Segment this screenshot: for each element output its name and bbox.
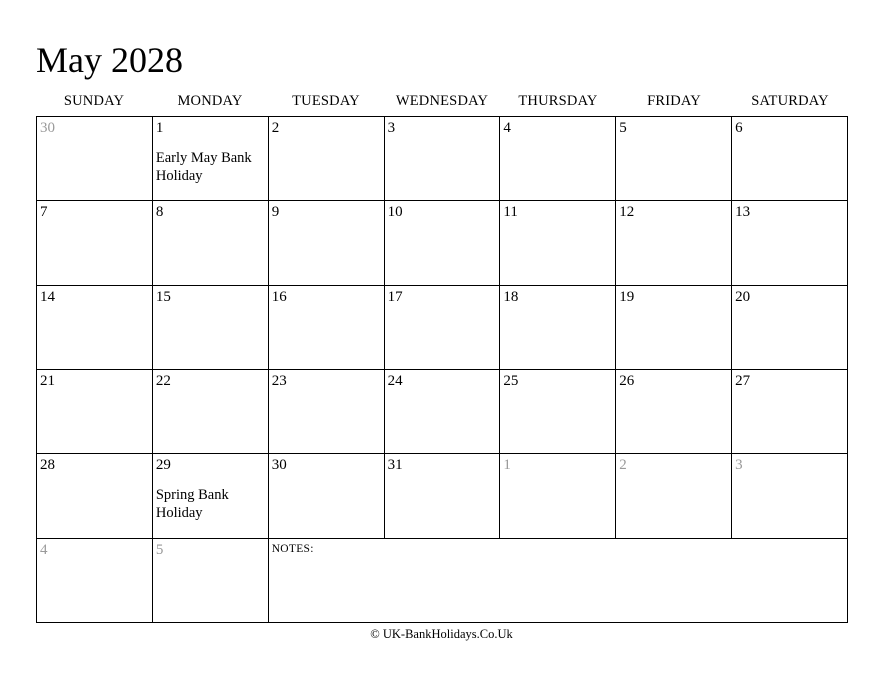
day-cell <box>269 201 385 285</box>
day-number: 15 <box>155 288 171 305</box>
day-number: 18 <box>503 288 519 305</box>
day-cell <box>732 117 848 201</box>
day-number: 21 <box>40 373 55 389</box>
holiday-label: Early May Bank Holiday <box>155 150 252 184</box>
day-number: 10 <box>387 204 403 221</box>
day-number: 7 <box>40 204 48 221</box>
day-number: 16 <box>271 288 287 305</box>
day-number: 4 <box>40 541 48 558</box>
day-cell <box>616 370 732 454</box>
day-number: 1 <box>503 457 511 474</box>
holiday-label: Spring Bank Holiday <box>155 487 229 522</box>
day-number: 17 <box>387 288 403 305</box>
weekday-thursday: THURSDAY <box>518 93 598 109</box>
day-cell <box>153 454 269 538</box>
day-cell <box>500 117 616 201</box>
day-cell <box>732 286 848 370</box>
day-cell <box>385 370 501 454</box>
day-number: 24 <box>387 373 403 389</box>
day-cell <box>37 117 153 201</box>
day-cell <box>153 370 269 454</box>
weekday-wednesday: WEDNESDAY <box>395 93 489 109</box>
day-number: 8 <box>155 204 164 221</box>
day-number: 3 <box>387 120 396 136</box>
day-cell <box>269 286 385 370</box>
weekday-header-row <box>36 90 848 114</box>
day-number: 27 <box>735 373 751 389</box>
day-cell <box>732 454 848 538</box>
day-cell <box>37 370 153 454</box>
day-number: 4 <box>503 120 511 136</box>
day-number: 13 <box>735 204 751 221</box>
day-number: 14 <box>40 288 55 305</box>
day-number: 29 <box>155 457 171 474</box>
page-title: May 2028 <box>36 40 183 80</box>
notes-label: NOTES: <box>271 542 314 555</box>
day-number: 6 <box>735 120 743 136</box>
day-cell <box>732 201 848 285</box>
day-number: 5 <box>155 541 164 558</box>
day-cell <box>385 286 501 370</box>
day-number: 31 <box>387 457 403 474</box>
day-cell <box>500 286 616 370</box>
notes-area <box>269 539 848 623</box>
day-cell <box>732 370 848 454</box>
day-cell <box>616 454 732 538</box>
day-number: 28 <box>40 457 55 474</box>
day-cell <box>385 117 501 201</box>
day-cell <box>153 286 269 370</box>
day-cell <box>269 454 385 538</box>
day-number: 19 <box>619 288 635 305</box>
day-number: 12 <box>619 204 635 221</box>
day-number: 11 <box>503 204 518 221</box>
day-cell <box>153 117 269 201</box>
day-cell <box>269 117 385 201</box>
day-number: 20 <box>735 288 751 305</box>
weekday-tuesday: TUESDAY <box>292 93 360 109</box>
day-cell <box>616 286 732 370</box>
day-number: 2 <box>271 120 280 136</box>
weekday-sunday: SUNDAY <box>63 93 125 109</box>
day-number: 1 <box>155 120 164 136</box>
day-number: 25 <box>503 373 519 389</box>
weekday-friday: FRIDAY <box>647 93 701 109</box>
day-number: 5 <box>619 120 627 136</box>
day-number: 2 <box>619 457 627 474</box>
day-number: 22 <box>155 373 171 389</box>
footer-copyright: © UK-BankHolidays.Co.Uk <box>370 627 513 641</box>
day-number: 30 <box>40 120 55 136</box>
day-cell <box>37 201 153 285</box>
day-cell <box>153 201 269 285</box>
day-cell <box>37 539 153 623</box>
day-cell <box>616 117 732 201</box>
day-cell <box>269 370 385 454</box>
day-cell <box>385 201 501 285</box>
day-cell <box>500 370 616 454</box>
day-cell <box>153 539 269 623</box>
day-cell <box>500 454 616 538</box>
day-cell <box>616 201 732 285</box>
calendar-grid <box>36 116 848 623</box>
day-number: 26 <box>619 373 635 389</box>
weekday-monday: MONDAY <box>177 93 243 109</box>
day-cell <box>500 201 616 285</box>
day-number: 30 <box>271 457 287 474</box>
day-cell <box>37 454 153 538</box>
day-cell <box>37 286 153 370</box>
day-cell <box>385 454 501 538</box>
day-number: 23 <box>271 373 287 389</box>
day-number: 3 <box>735 457 743 474</box>
day-number: 9 <box>271 204 280 221</box>
weekday-saturday: SATURDAY <box>751 93 829 109</box>
